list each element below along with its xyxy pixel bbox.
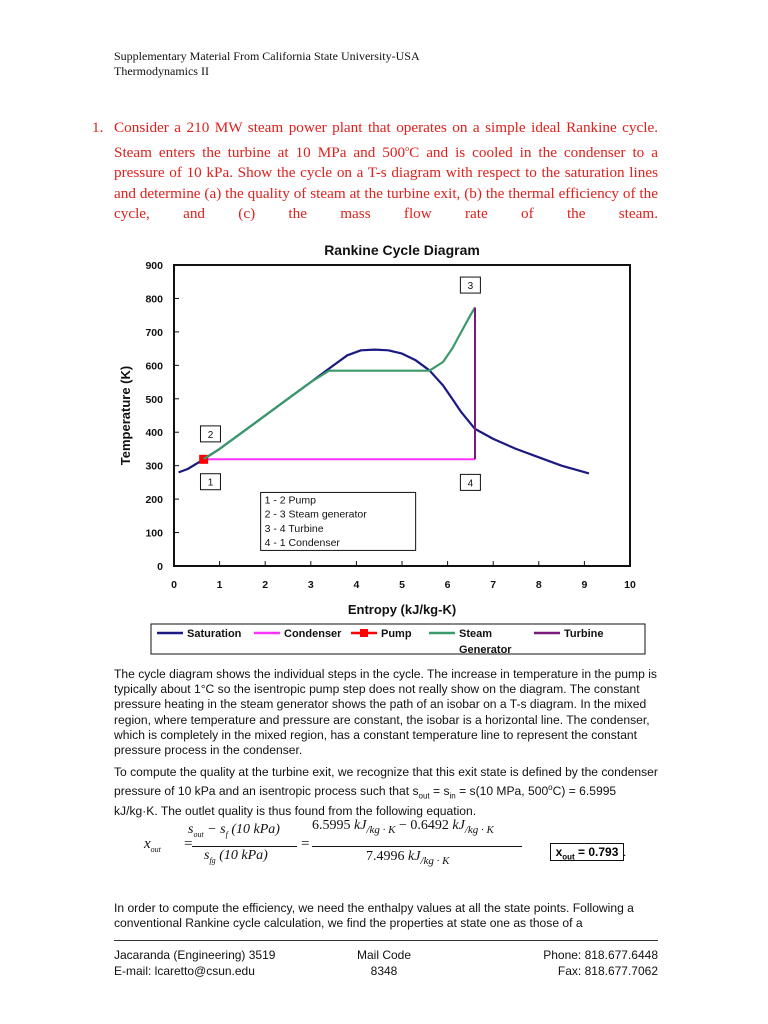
y-tick-label: 200 [145,494,163,507]
y-tick-label: 500 [145,393,163,406]
x-tick-label: 10 [624,579,636,591]
paragraph-efficiency: In order to compute the efficiency, we need the enthalpy values at all the state points. Following a conventional Rankine cycle calculation, we find the properties at state one as those of a [114,901,634,931]
footer-left [114,947,275,979]
x-tick-label: 6 [444,579,451,591]
para2-sub-in: in [449,791,456,801]
state-label-4: 4 [467,478,474,490]
x-tick-label: 4 [353,579,360,591]
x-axis-label: Entropy (kJ/kg-K) [347,602,457,617]
footer-mailcode-label: Mail Code [356,948,412,962]
legend-pump-marker [360,629,368,637]
result-trailing-period: . [623,845,627,859]
equation-denominator-1: $s_{fg}$ (10 kPa) [204,848,268,865]
y-axis-label: Temperature (K) [118,365,133,466]
para2-a: To compute the quality at the turbine exit, we recognize that this exit state is defined by the condenser pressure of 10 kPa and an isentropic process such that s [114,765,658,799]
degree-sup: o [405,143,410,153]
legend-label-condenser: Condenser [284,628,342,640]
result-box: $x_{out} = 0.793$ [550,843,624,861]
legend-label-pump: Pump [381,628,412,640]
paragraph-quality-intro [114,765,658,819]
equation-equals-2: = [301,836,310,852]
legend-label-steam-generator: Steam [459,628,493,640]
header-line-2: Thermodynamics II [114,64,209,78]
problem-statement [92,118,658,245]
equation-numerator-2: 6.5995 $kJ_{/kg \cdot K} - 0.6492$ $kJ_{/kg \cdot K}$ [312,818,494,836]
rankine-chart [112,236,658,661]
header-line-1: Supplementary Material From California State University-USA [114,49,420,63]
y-tick-label: 400 [145,427,163,440]
problem-text-b: C and is cooled in the condenser to a pressure of 10 kPa. Show the cycle on a T-s diagram with respect to the saturation lines and determine (a) the quality of steam at the turbine exit, (b) the thermal efficiency of the cycle, and (c) the mass flow rate of the steam. [114,143,658,223]
x-tick-label: 2 [262,579,269,591]
x-tick-label: 1 [216,579,223,591]
y-tick-label: 100 [145,527,163,540]
state-label-1: 1 [207,477,214,489]
footer-mailcode: 8348 [370,964,398,978]
fraction-line-2 [312,846,522,847]
footer-right [543,947,658,979]
y-tick-label: 300 [145,460,163,473]
paragraph-cycle-description: The cycle diagram shows the individual steps in the cycle. The increase in temperature in the pump is typically about 1°C so the isentropic pump step does not really show on the diagram. The constant pressure heating in the steam generator shows the path of an isobar on a T-s diagram. In the mixed region, where temperature and pressure are constant, the isobar is a horizontal line. The condenser, which is completely in the mixed region, has a constant temperature line to represent the constant pressure process in the condenser. [114,667,657,758]
equation-numerator-1: $s_{out} - s_f$ (10 kPa) [188,822,280,839]
series-saturation [179,350,589,474]
series-steam-generator [204,308,475,460]
equation-denominator-2: 7.4996 $kJ_{/kg \cdot K}$ [366,849,450,867]
footer-phone: Phone: 818.677.6448 [543,948,658,962]
process-key-line: 4 - 1 Condenser [264,537,340,550]
state-label-2: 2 [207,429,214,441]
footer-email: E-mail: lcaretto@csun.edu [114,964,255,978]
x-tick-label: 5 [399,579,405,591]
para2-sup: o [548,783,553,793]
x-tick-label: 9 [581,579,588,591]
x-tick-label: 8 [535,579,542,591]
footer-middle [340,947,428,979]
x-tick-label: 3 [307,579,314,591]
problem-number: 1. [92,119,104,136]
legend-label-turbine: Turbine [564,628,604,640]
x-tick-label: 0 [171,579,177,591]
process-key-line: 3 - 4 Turbine [264,522,324,535]
y-tick-label: 900 [145,260,163,272]
para2-b: = s [429,784,450,799]
x-tick-label: 7 [490,579,497,591]
page-header [114,49,420,79]
equation-equals-1: = [184,836,193,852]
para2-c: = s(10 MPa, 500 [455,784,549,799]
y-tick-label: 0 [157,561,163,573]
rankine-chart-svg [112,236,658,661]
para2-d: C) = 6.5995 kJ/kg·K. The outlet quality is thus found from the following equation. [114,784,617,818]
footer-fax: Fax: 818.677.7062 [557,964,658,978]
footer-office: Jacaranda (Engineering) 3519 [114,948,276,962]
chart-title: Rankine Cycle Diagram [324,242,480,258]
y-tick-label: 800 [145,293,163,306]
legend-label-steam-generator-2: Generator [459,644,512,656]
footer-rule [114,940,658,941]
y-tick-label: 600 [145,360,163,373]
equation-lhs: $x_{out}$ [144,836,161,854]
problem-text-a: Consider a 210 MW steam power plant that operates on a simple ideal Rankine cycle. Steam enters the turbine at 10 MPa and 500 [114,119,658,161]
para2-sub-out: out [418,791,430,801]
fraction-line-1 [192,846,297,847]
process-key-line: 1 - 2 Pump [264,494,316,507]
state-label-3: 3 [467,281,474,293]
legend-label-saturation: Saturation [187,628,242,640]
problem-text [114,118,658,245]
process-key-line: 2 - 3 Steam generator [264,508,367,521]
y-tick-label: 700 [145,326,163,339]
